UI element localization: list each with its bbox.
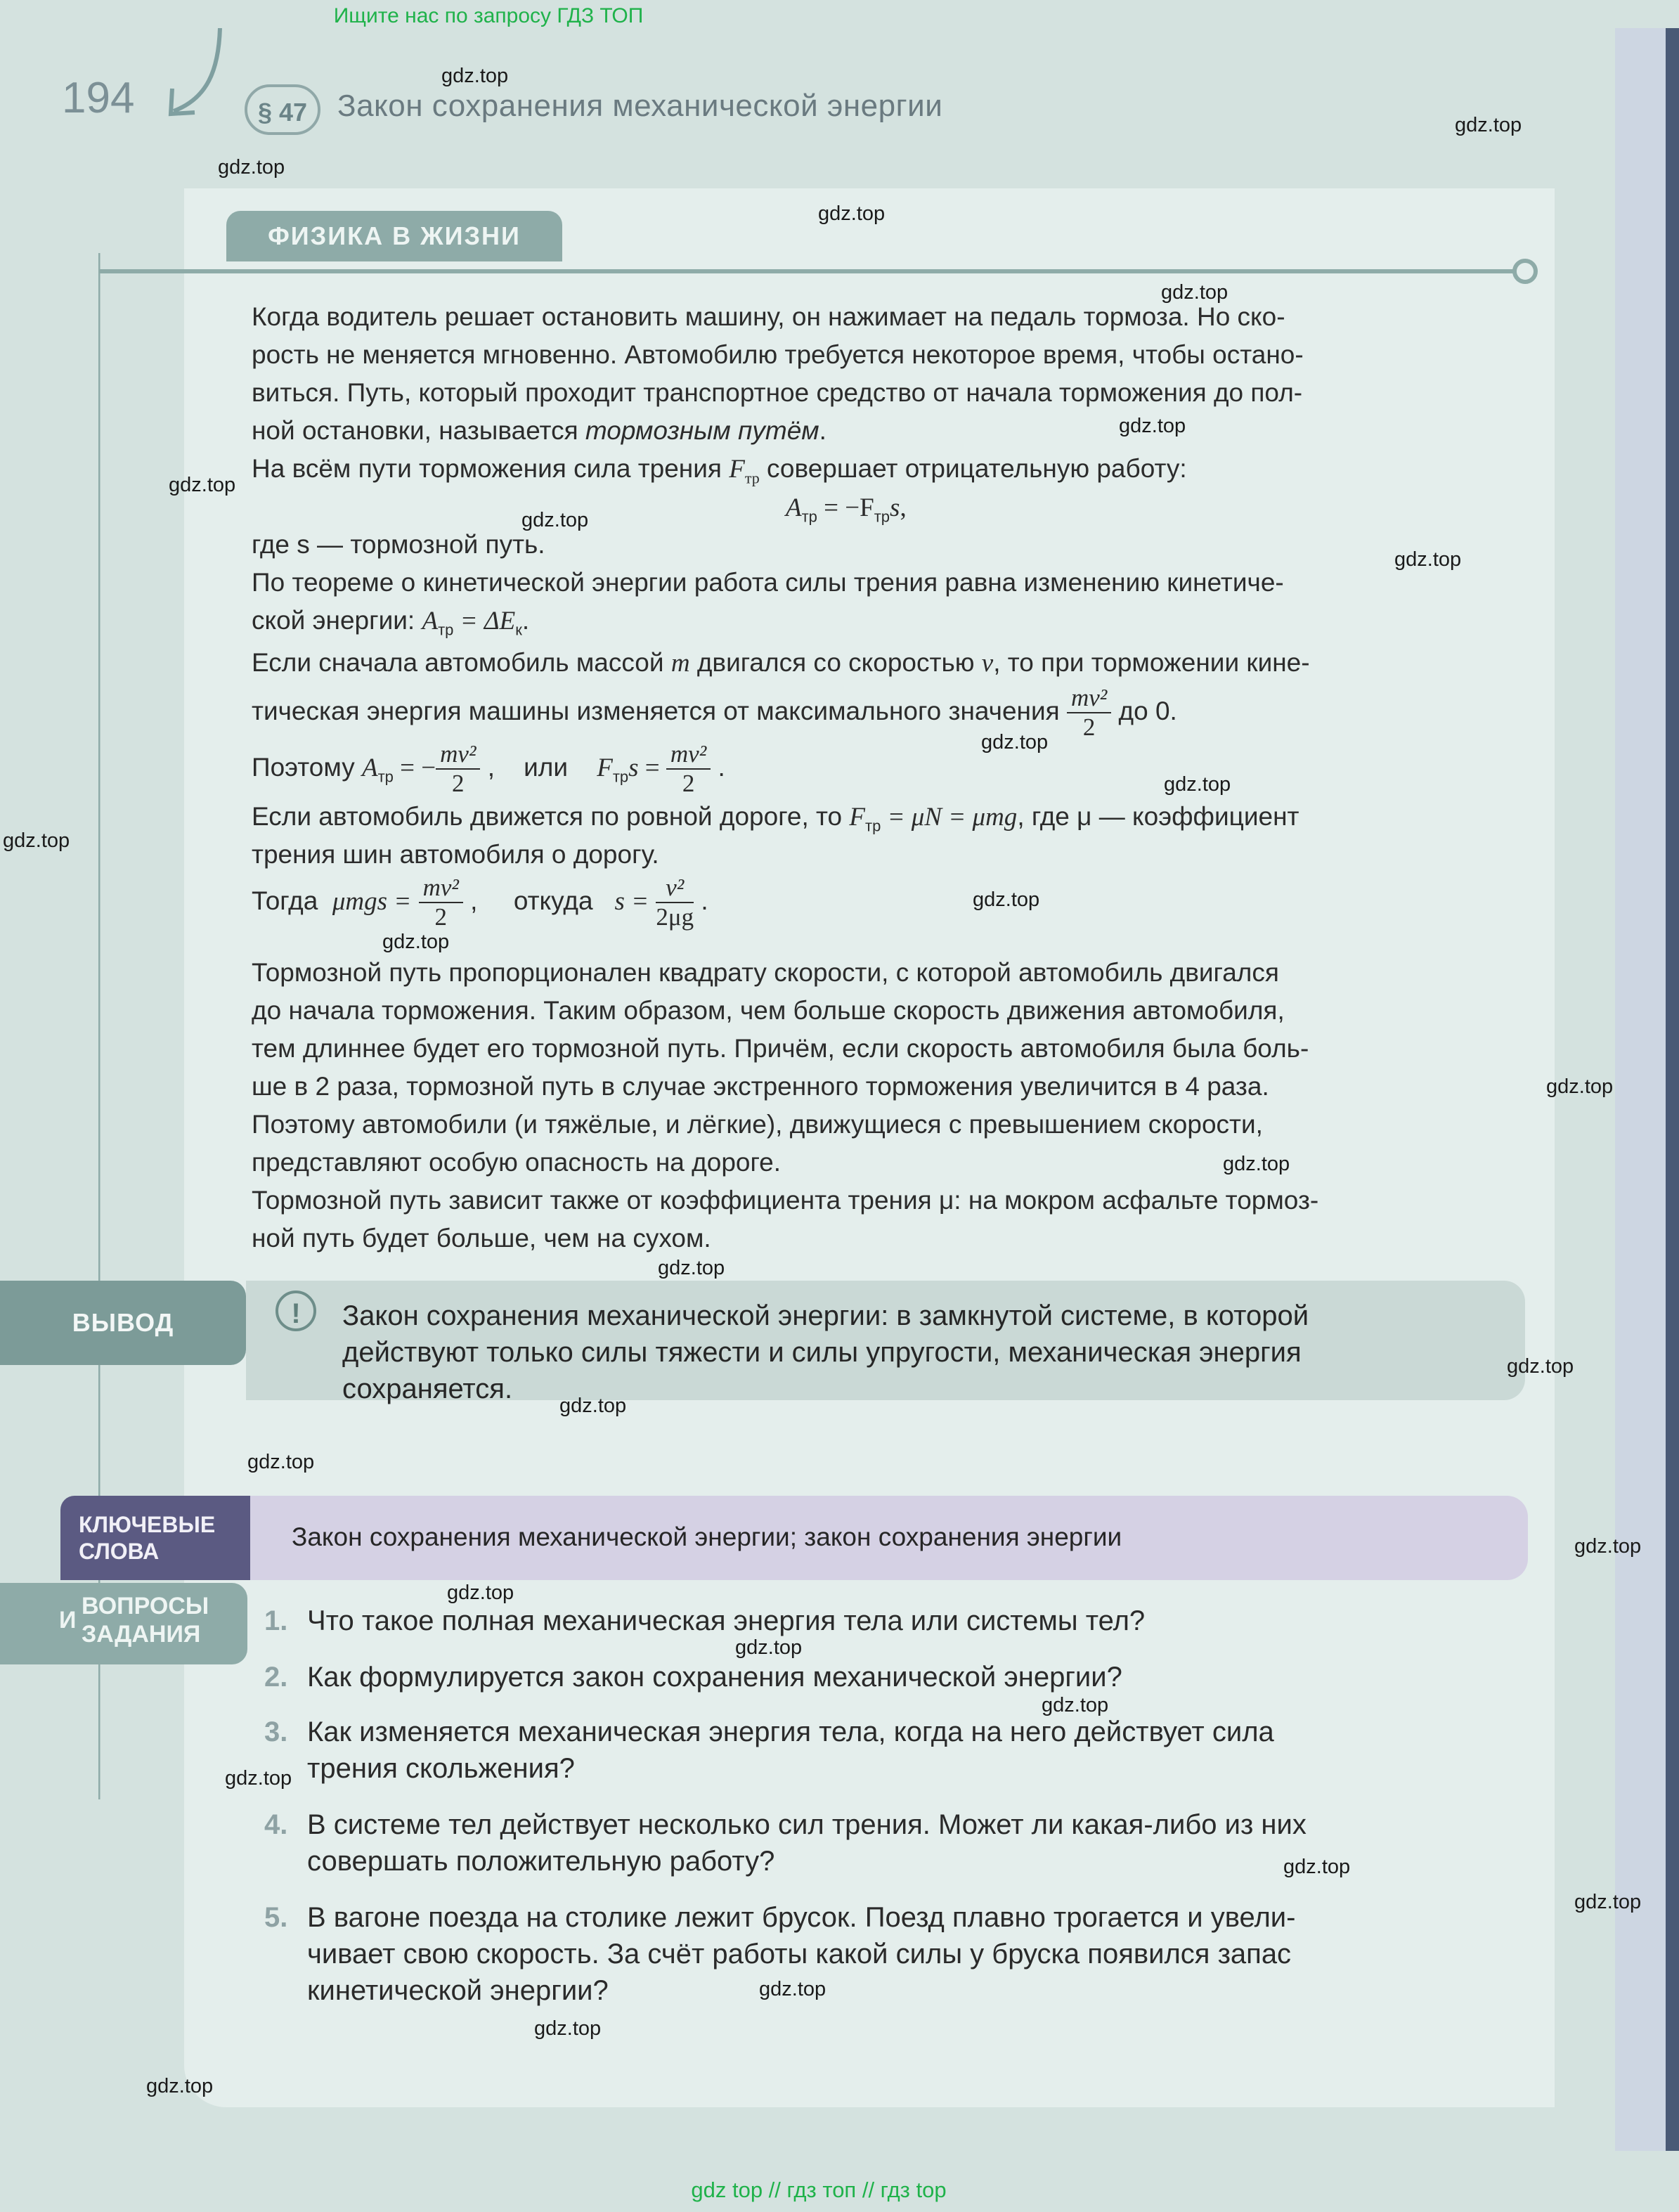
question-line: Как изменяется механическая энергия тела, когда на него действует сила xyxy=(307,1716,1274,1747)
watermark: gdz.top xyxy=(441,65,509,87)
math-symbol: s = xyxy=(614,887,649,916)
text-fragment: или xyxy=(524,753,569,782)
section-badge: § 47 xyxy=(245,84,320,135)
text-line: ше в 2 раза, тормозной путь в случае экстренного торможения увеличится в 4 раза. xyxy=(252,1072,1269,1101)
math-symbol: m xyxy=(670,649,690,678)
bottom-banner[interactable]: gdz top // гдз топ // гдз top xyxy=(691,2178,947,2202)
fraction-numerator: mv² xyxy=(1067,684,1111,713)
fraction-denominator: 2μg xyxy=(656,903,694,931)
text-line: виться. Путь, который проходит транспортное средство от начала торможения до пол- xyxy=(252,378,1303,407)
question-line: Что такое полная механическая энергия тела или системы тел? xyxy=(307,1605,1146,1636)
math-symbol: v xyxy=(981,649,994,678)
fraction-denominator: 2 xyxy=(682,770,695,798)
math-symbol: F xyxy=(597,753,613,782)
watermark: gdz.top xyxy=(1161,281,1229,304)
math-symbol: . xyxy=(718,753,725,782)
question-number: 1. xyxy=(264,1605,288,1636)
question-line: Как формулируется закон сохранения механической энергии? xyxy=(307,1662,1122,1693)
text-line: ной путь будет больше, чем на сухом. xyxy=(252,1224,711,1253)
watermark: gdz.top xyxy=(658,1257,725,1279)
text-fragment: ной остановки, называется xyxy=(252,416,585,445)
math-subscript: тр xyxy=(874,507,890,526)
watermark: gdz.top xyxy=(735,1636,803,1659)
watermark: gdz.top xyxy=(559,1395,627,1417)
text-fragment: , где μ — коэффициент xyxy=(1017,802,1299,831)
math-subscript: тр xyxy=(865,817,881,835)
page-number: 194 xyxy=(62,74,135,122)
question-line: В вагоне поезда на столике лежит брусок. Поезд плавно трогается и увели- xyxy=(307,1902,1296,1933)
arrow-decoration-icon xyxy=(158,28,242,127)
questions-tab-line: ВОПРОСЫ xyxy=(82,1593,209,1619)
keywords-tab xyxy=(60,1496,250,1580)
watermark: gdz.top xyxy=(247,1451,315,1473)
watermark: gdz.top xyxy=(1574,1535,1642,1558)
text-fragment: до 0. xyxy=(1111,697,1177,725)
text-fragment: На всём пути торможения сила трения xyxy=(252,454,730,483)
watermark: gdz.top xyxy=(1164,773,1231,796)
watermark: gdz.top xyxy=(1546,1075,1614,1098)
watermark: gdz.top xyxy=(1574,1891,1642,1913)
text-line: Тормозной путь зависит также от коэффициента трения μ: на мокром асфальте тормоз- xyxy=(252,1186,1319,1215)
question-line: кинетической энергии? xyxy=(307,1975,609,2006)
section-title: Закон сохранения механической энергии xyxy=(337,89,943,123)
watermark: gdz.top xyxy=(1455,114,1522,136)
question-line: чивает свою скорость. За счёт работы какой силы у бруска появился запас xyxy=(307,1939,1292,1970)
term-braking-distance: тормозным путём xyxy=(585,416,819,445)
text-line: Тогда μmgs = $\frac{\text{mv²}}{2}$ , откуда s = $\frac{\text{v²}}{2\mu g}$ . xyxy=(252,874,708,931)
questions-tab-and: И xyxy=(59,1607,77,1634)
formula-f xyxy=(729,455,760,487)
fraction-mv2-2 xyxy=(666,740,711,798)
conclusion-line: сохраняется. xyxy=(342,1373,513,1404)
text-fragment: Тогда xyxy=(252,886,325,915)
text-line xyxy=(252,605,529,645)
watermark: gdz.top xyxy=(1283,1856,1351,1878)
math-symbol: s xyxy=(890,493,900,522)
physics-in-life-tab: ФИЗИКА В ЖИЗНИ xyxy=(226,211,562,261)
keywords-tab-line: СЛОВА xyxy=(79,1539,160,1564)
question-line: трения скольжения? xyxy=(307,1753,575,1784)
question-number: 3. xyxy=(264,1716,288,1747)
watermark: gdz.top xyxy=(146,2075,214,2097)
top-banner[interactable]: Ищите нас по запросу ГДЗ ТОП xyxy=(333,4,644,27)
math-subscript: к xyxy=(515,621,522,639)
math-symbol: F xyxy=(849,803,866,832)
fraction-mv2-2 xyxy=(419,874,463,931)
book-spine-edge xyxy=(1666,28,1679,2151)
fraction-numerator: mv² xyxy=(419,874,463,903)
questions-tab-line: ЗАДАНИЯ xyxy=(82,1621,201,1648)
watermark: gdz.top xyxy=(759,1978,826,2000)
question-line: совершать положительную работу? xyxy=(307,1846,775,1877)
fraction-numerator: mv² xyxy=(436,740,480,770)
text-line: Тормозной путь пропорционален квадрату скорости, с которой автомобиль двигался xyxy=(252,958,1279,987)
conclusion-line: Закон сохранения механической энергии: в замкнутой системе, в которой xyxy=(342,1300,1309,1331)
watermark: gdz.top xyxy=(225,1767,292,1790)
math-symbol: = xyxy=(638,753,666,782)
text-fragment: ской энергии: xyxy=(252,606,422,635)
watermark: gdz.top xyxy=(1042,1694,1109,1716)
text-fragment: Поэтому xyxy=(252,753,362,782)
text-fragment: Если автомобиль движется по ровной дороге, то xyxy=(252,802,850,831)
math-symbol: F xyxy=(729,455,745,484)
fraction-mv2-2 xyxy=(1067,684,1111,742)
text-fragment: Если сначала автомобиль массой xyxy=(252,648,671,677)
question-number: 2. xyxy=(264,1662,288,1693)
conclusion-tab: ВЫВОД xyxy=(0,1281,246,1365)
watermark: gdz.top xyxy=(1394,548,1462,571)
watermark: gdz.top xyxy=(981,731,1049,753)
math-symbol: = ΔE xyxy=(453,607,516,635)
exclamation-icon: ! xyxy=(275,1291,316,1331)
text-fragment: , то при торможении кине- xyxy=(993,648,1310,677)
watermark: gdz.top xyxy=(218,156,285,179)
math-symbol: s xyxy=(628,753,639,782)
math-symbol: . xyxy=(701,886,708,915)
text-fragment: откуда xyxy=(513,886,593,915)
watermark: gdz.top xyxy=(1507,1355,1574,1378)
text-fragment: двигался со скоростью xyxy=(689,648,982,677)
question-number: 4. xyxy=(264,1809,288,1840)
fraction-v2-2mug xyxy=(656,874,694,931)
watermark: gdz.top xyxy=(447,1582,514,1604)
math-symbol: = −F xyxy=(817,493,874,522)
text-line xyxy=(252,647,1310,679)
watermark: gdz.top xyxy=(521,509,589,531)
questions-tab xyxy=(0,1583,247,1664)
conclusion-line: действуют только силы тяжести и силы упругости, механическая энергия xyxy=(342,1337,1302,1368)
math-symbol: = μN = μmg xyxy=(881,803,1018,832)
text-line: где s — тормозной путь. xyxy=(252,530,545,559)
math-symbol: A xyxy=(786,493,802,522)
fraction-numerator: mv² xyxy=(666,740,711,770)
text-fragment: . xyxy=(819,416,826,445)
question-number: 5. xyxy=(264,1902,288,1933)
text-line: до начала торможения. Таким образом, чем больше скорость движения автомобиля, xyxy=(252,996,1285,1025)
text-line xyxy=(252,415,826,446)
keywords-text: Закон сохранения механической энергии; закон сохранения энергии xyxy=(292,1522,1122,1551)
math-symbol: A xyxy=(361,753,378,782)
text-line: Поэтому $A_{тр}$ = − $\frac{\text{mv²}}{2}$ , или $F_{тр}s$ = $\frac{\text{mv²}}{2}$ . xyxy=(252,740,725,798)
fraction-denominator: 2 xyxy=(452,770,465,798)
keywords-tab-line: КЛЮЧЕВЫЕ xyxy=(79,1512,216,1537)
watermark: gdz.top xyxy=(382,931,450,953)
fraction-denominator: 2 xyxy=(1082,713,1096,742)
watermark: gdz.top xyxy=(973,888,1040,911)
watermark: gdz.top xyxy=(534,2017,602,2040)
text-line xyxy=(252,453,1187,493)
text-line: Когда водитель решает остановить машину, он нажимает на педаль тормоза. Но ско- xyxy=(252,302,1285,331)
text-line: Поэтому автомобили (и тяжёлые, и лёгкие), движущиеся с превышением скорости, xyxy=(252,1110,1263,1139)
watermark: gdz.top xyxy=(169,474,236,496)
math-subscript: тр xyxy=(744,469,760,487)
math-subscript: тр xyxy=(438,621,454,639)
text-line: По теореме о кинетической энергии работа силы трения равна изменению кинетиче- xyxy=(252,568,1284,597)
math-symbol: = − xyxy=(393,753,436,782)
fraction-mv2-2 xyxy=(436,740,480,798)
text-fragment: тическая энергия машины изменяется от максимального значения xyxy=(252,697,1067,725)
fraction-numerator: v² xyxy=(656,874,694,903)
watermark: gdz.top xyxy=(818,202,886,225)
question-line: В системе тел действует несколько сил трения. Может ли какая-либо из них xyxy=(307,1809,1307,1840)
text-line: тем длиннее будет его тормозной путь. Причём, если скорость автомобиля была боль- xyxy=(252,1034,1309,1063)
math-symbol: . xyxy=(521,606,530,635)
watermark: gdz.top xyxy=(1119,415,1186,437)
formula-work xyxy=(786,492,907,532)
watermark: gdz.top xyxy=(3,829,70,852)
math-subscript: тр xyxy=(377,768,394,786)
text-line: трения шин автомобиля о дорогу. xyxy=(252,840,659,869)
math-subscript: тр xyxy=(612,768,629,786)
text-line xyxy=(252,801,1299,841)
math-symbol: μmgs = xyxy=(332,887,412,916)
fraction-denominator: 2 xyxy=(434,903,447,931)
watermark: gdz.top xyxy=(1223,1153,1290,1175)
math-subscript: тр xyxy=(801,507,817,526)
text-fragment: совершает отрицательную работу: xyxy=(759,454,1187,483)
math-symbol: , xyxy=(900,493,907,522)
text-line: рость не меняется мгновенно. Автомобилю требуется некоторое время, чтобы остано- xyxy=(252,340,1304,369)
math-symbol: A xyxy=(422,607,439,635)
text-line: представляют особую опасность на дороге. xyxy=(252,1148,782,1177)
